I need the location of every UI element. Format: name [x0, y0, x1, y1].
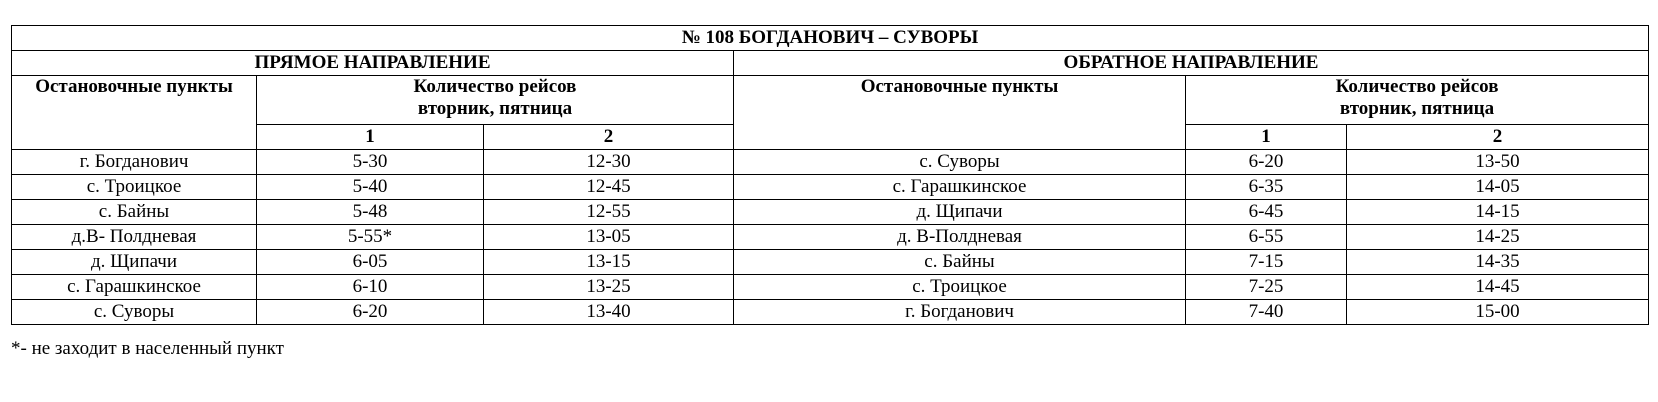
return-trips-header-line2: вторник, пятница	[1339, 98, 1495, 119]
return-trip-1-time: 7-40	[1186, 300, 1347, 325]
return-stop-name: с. Суворы	[734, 150, 1186, 175]
return-stop-name: г. Богданович	[734, 300, 1186, 325]
return-stop-name: с. Гарашкинское	[734, 175, 1186, 200]
forward-trip-2-time: 13-40	[484, 300, 734, 325]
direction-heading-row	[12, 51, 1649, 76]
footnote: *- не заходит в населенный пункт	[11, 338, 284, 359]
column-header-row	[12, 76, 1649, 125]
table-row	[12, 225, 1649, 250]
return-stop-name: с. Байны	[734, 250, 1186, 275]
return-trips-header	[1186, 76, 1649, 125]
forward-trip-2-time: 13-25	[484, 275, 734, 300]
forward-trips-header-line1: Количество рейсов	[413, 76, 577, 97]
forward-trip-2-time: 12-45	[484, 175, 734, 200]
table-row	[12, 300, 1649, 325]
forward-trip-1-time: 5-40	[257, 175, 484, 200]
forward-stop-name: с. Троицкое	[12, 175, 257, 200]
return-direction-heading: ОБРАТНОЕ НАПРАВЛЕНИЕ	[734, 51, 1649, 76]
forward-trip-2-time: 13-15	[484, 250, 734, 275]
forward-trip-2-time: 13-05	[484, 225, 734, 250]
forward-trip-number-1: 1	[257, 125, 484, 150]
forward-trips-header	[257, 76, 734, 125]
return-trip-1-time: 6-45	[1186, 200, 1347, 225]
forward-stop-name: с. Байны	[12, 200, 257, 225]
table-row	[12, 175, 1649, 200]
return-trip-1-time: 7-25	[1186, 275, 1347, 300]
forward-trip-2-time: 12-30	[484, 150, 734, 175]
return-trip-1-time: 7-15	[1186, 250, 1347, 275]
return-stop-name: д. Щипачи	[734, 200, 1186, 225]
forward-stop-name: г. Богданович	[12, 150, 257, 175]
return-trip-2-time: 14-05	[1347, 175, 1649, 200]
return-trip-number-2: 2	[1347, 125, 1649, 150]
forward-trip-1-time: 5-55*	[257, 225, 484, 250]
return-trip-number-1: 1	[1186, 125, 1347, 150]
forward-stops-header-text: Остановочные пункты	[35, 76, 233, 97]
return-trip-2-time: 14-15	[1347, 200, 1649, 225]
route-title: № 108 БОГДАНОВИЧ – СУВОРЫ	[12, 26, 1649, 51]
return-trip-2-time: 13-50	[1347, 150, 1649, 175]
title-row	[12, 26, 1649, 51]
forward-trip-number-2: 2	[484, 125, 734, 150]
return-trip-2-time: 14-45	[1347, 275, 1649, 300]
forward-stops-header	[12, 76, 257, 150]
return-trip-2-time: 15-00	[1347, 300, 1649, 325]
forward-direction-heading: ПРЯМОЕ НАПРАВЛЕНИЕ	[12, 51, 734, 76]
table-row	[12, 275, 1649, 300]
return-stops-header	[734, 76, 1186, 150]
return-trip-2-time: 14-35	[1347, 250, 1649, 275]
return-stop-name: д. В-Полдневая	[734, 225, 1186, 250]
forward-trip-1-time: 6-10	[257, 275, 484, 300]
return-trip-2-time: 14-25	[1347, 225, 1649, 250]
return-trip-1-time: 6-55	[1186, 225, 1347, 250]
return-trips-header-line1: Количество рейсов	[1335, 76, 1499, 97]
return-stop-name: с. Троицкое	[734, 275, 1186, 300]
forward-stop-name: д. Щипачи	[12, 250, 257, 275]
forward-stop-name: с. Суворы	[12, 300, 257, 325]
forward-trip-1-time: 6-20	[257, 300, 484, 325]
forward-trip-1-time: 5-30	[257, 150, 484, 175]
return-trip-1-time: 6-35	[1186, 175, 1347, 200]
forward-trip-1-time: 5-48	[257, 200, 484, 225]
table-row	[12, 150, 1649, 175]
forward-trips-header-line2: вторник, пятница	[417, 98, 573, 119]
forward-stop-name: с. Гарашкинское	[12, 275, 257, 300]
return-trip-1-time: 6-20	[1186, 150, 1347, 175]
bus-schedule-table	[11, 25, 1649, 325]
table-row	[12, 200, 1649, 225]
return-stops-header-text: Остановочные пункты	[860, 76, 1059, 97]
forward-trip-1-time: 6-05	[257, 250, 484, 275]
forward-trip-2-time: 12-55	[484, 200, 734, 225]
forward-stop-name: д.В- Полдневая	[12, 225, 257, 250]
table-row	[12, 250, 1649, 275]
